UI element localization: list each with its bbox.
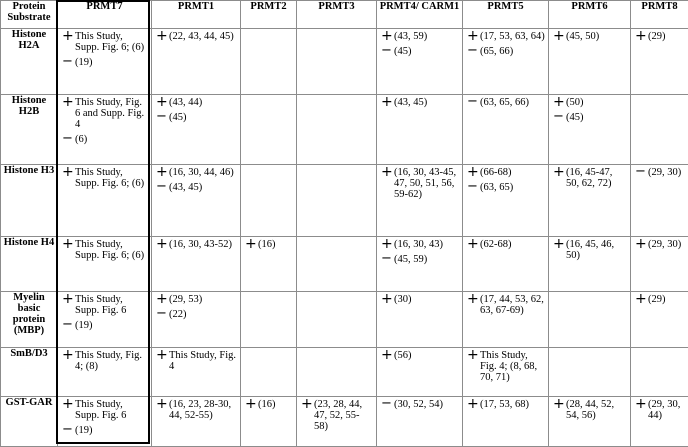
plus-sign-icon: + [62, 239, 75, 250]
cell-entry [62, 425, 148, 436]
table-cell [463, 292, 549, 348]
cell-entry [467, 31, 545, 42]
citation-text: (16, 30, 43-45, 47, 50, 51, 56, 59-62) [394, 167, 459, 200]
table-cell [241, 237, 297, 292]
citation-text: (29) [648, 294, 685, 305]
table-cell [297, 237, 377, 292]
cell-entry [467, 167, 545, 178]
table-cell [631, 292, 688, 348]
table-cell [463, 348, 549, 397]
table-cell [58, 165, 152, 237]
plus-sign-icon: + [156, 239, 169, 250]
plus-sign-icon: + [62, 350, 75, 361]
cell-entry [156, 182, 237, 193]
table-cell [631, 165, 688, 237]
table-body [1, 29, 688, 447]
table-cell [631, 29, 688, 95]
plus-sign-icon: + [381, 167, 394, 178]
cell-entry [62, 31, 148, 53]
cell-entry [62, 97, 148, 130]
header-prmt4-carm1: PRMT4/ CARM1 [377, 1, 463, 29]
cell-entry [62, 350, 148, 372]
plus-sign-icon: + [156, 294, 169, 305]
table-cell [463, 237, 549, 292]
table-cell [631, 348, 688, 397]
cell-entry [381, 239, 459, 250]
plus-sign-icon: + [553, 31, 566, 42]
table-row [1, 292, 688, 348]
minus-sign-icon: − [62, 134, 75, 144]
plus-sign-icon: + [381, 294, 394, 305]
row-substrate-label: SmB/D3 [1, 348, 58, 397]
citation-text: (63, 65) [480, 182, 545, 193]
plus-sign-icon: + [467, 350, 480, 361]
table-cell [58, 292, 152, 348]
citation-text: (56) [394, 350, 459, 361]
table-cell [463, 95, 549, 165]
table-row [1, 397, 688, 447]
table-row [1, 237, 688, 292]
cell-entry [467, 294, 545, 316]
cell-entry [467, 182, 545, 193]
cell-entry [301, 399, 373, 432]
citation-text: (23, 28, 44, 47, 52, 55-58) [314, 399, 373, 432]
citation-text: (62-68) [480, 239, 545, 250]
citation-text: (29, 53) [169, 294, 237, 305]
minus-sign-icon: − [467, 46, 480, 56]
citation-text: (30, 52, 54) [394, 399, 459, 410]
citation-text: (45) [566, 112, 627, 123]
table-cell [463, 29, 549, 95]
cell-entry [381, 254, 459, 265]
minus-sign-icon: − [156, 182, 169, 192]
cell-entry [467, 399, 545, 410]
header-substrate: Protein Substrate [1, 1, 58, 29]
cell-entry [156, 294, 237, 305]
table-cell [241, 397, 297, 447]
plus-sign-icon: + [553, 239, 566, 250]
minus-sign-icon: − [467, 182, 480, 192]
minus-sign-icon: − [381, 254, 394, 264]
table-cell [241, 348, 297, 397]
citation-text: (29) [648, 31, 685, 42]
table-cell [58, 397, 152, 447]
table-cell [549, 95, 631, 165]
citation-text: (29, 30) [648, 239, 685, 250]
header-prmt7: PRMT7 [58, 1, 152, 29]
table-row [1, 29, 688, 95]
plus-sign-icon: + [467, 167, 480, 178]
table-row [1, 95, 688, 165]
citation-text: (16, 45, 46, 50) [566, 239, 627, 261]
cell-entry [553, 399, 627, 421]
cell-entry [62, 399, 148, 421]
citation-text: This Study, Fig. 4; (8) [75, 350, 148, 372]
citation-text: (19) [75, 57, 148, 68]
citation-text: This Study, Supp. Fig. 6; (6) [75, 167, 148, 189]
plus-sign-icon: + [467, 239, 480, 250]
citation-text: (19) [75, 425, 148, 436]
table-cell [377, 292, 463, 348]
table-cell [377, 95, 463, 165]
cell-entry [635, 31, 685, 42]
plus-sign-icon: + [62, 294, 75, 305]
cell-entry [156, 309, 237, 320]
citation-text: (45, 59) [394, 254, 459, 265]
minus-sign-icon: − [156, 112, 169, 122]
plus-sign-icon: + [156, 399, 169, 410]
citation-text: (16, 23, 28-30, 44, 52-55) [169, 399, 237, 421]
minus-sign-icon: − [62, 320, 75, 330]
table-cell [241, 95, 297, 165]
plus-sign-icon: + [635, 399, 648, 410]
citation-text: This Study, Fig. 4; (8, 68, 70, 71) [480, 350, 545, 383]
citation-text: (22) [169, 309, 237, 320]
citation-text: (16, 30, 43-52) [169, 239, 237, 250]
header-row [1, 1, 688, 29]
table-cell [241, 165, 297, 237]
citation-text: (66-68) [480, 167, 545, 178]
cell-entry [62, 294, 148, 316]
cell-entry [635, 239, 685, 250]
plus-sign-icon: + [156, 31, 169, 42]
table-cell [297, 292, 377, 348]
citation-text: This Study, Supp. Fig. 6; (6) [75, 239, 148, 261]
plus-sign-icon: + [381, 31, 394, 42]
plus-sign-icon: + [467, 31, 480, 42]
citation-text: This Study, Supp. Fig. 6; (6) [75, 31, 148, 53]
plus-sign-icon: + [156, 350, 169, 361]
table-row [1, 165, 688, 237]
table-cell [377, 348, 463, 397]
cell-entry [381, 31, 459, 42]
citation-text: (45) [394, 46, 459, 57]
cell-entry [62, 134, 148, 145]
plus-sign-icon: + [467, 399, 480, 410]
table-cell [463, 397, 549, 447]
plus-sign-icon: + [381, 239, 394, 250]
minus-sign-icon: − [635, 167, 648, 177]
table-cell [58, 237, 152, 292]
cell-entry [553, 31, 627, 42]
row-substrate-label: Histone H2A [1, 29, 58, 95]
header-prmt2: PRMT2 [241, 1, 297, 29]
cell-entry [156, 350, 237, 372]
plus-sign-icon: + [156, 167, 169, 178]
table-cell [58, 95, 152, 165]
plus-sign-icon: + [62, 167, 75, 178]
minus-sign-icon: − [62, 425, 75, 435]
plus-sign-icon: + [553, 399, 566, 410]
cell-entry [156, 97, 237, 108]
cell-entry [467, 97, 545, 108]
row-substrate-label: Histone H3 [1, 165, 58, 237]
citation-text: (30) [394, 294, 459, 305]
row-substrate-label: Myelin basic protein (MBP) [1, 292, 58, 348]
table-cell [549, 397, 631, 447]
citation-text: (43, 45) [394, 97, 459, 108]
cell-entry [245, 239, 293, 250]
citation-text: (43, 59) [394, 31, 459, 42]
row-substrate-label: Histone H2B [1, 95, 58, 165]
header-prmt8: PRMT8 [631, 1, 688, 29]
citation-text: (17, 53, 63, 64) [480, 31, 545, 42]
table-cell [152, 397, 241, 447]
minus-sign-icon: − [553, 112, 566, 122]
header-prmt3: PRMT3 [297, 1, 377, 29]
table-cell [152, 292, 241, 348]
cell-entry [62, 320, 148, 331]
cell-entry [245, 399, 293, 410]
cell-entry [381, 294, 459, 305]
header-prmt6: PRMT6 [549, 1, 631, 29]
minus-sign-icon: − [467, 97, 480, 107]
citation-text: (29, 30) [648, 167, 685, 178]
plus-sign-icon: + [635, 294, 648, 305]
table-cell [377, 237, 463, 292]
table-cell [152, 95, 241, 165]
plus-sign-icon: + [62, 31, 75, 42]
table-row [1, 348, 688, 397]
table-cell [152, 237, 241, 292]
cell-entry [156, 167, 237, 178]
header-prmt1: PRMT1 [152, 1, 241, 29]
plus-sign-icon: + [245, 239, 258, 250]
table-cell [241, 29, 297, 95]
table-cell [377, 165, 463, 237]
citation-text: (29, 30, 44) [648, 399, 685, 421]
table-cell [297, 29, 377, 95]
plus-sign-icon: + [553, 97, 566, 108]
citation-text: (43, 45) [169, 182, 237, 193]
cell-entry [381, 46, 459, 57]
plus-sign-icon: + [635, 239, 648, 250]
table-cell [58, 348, 152, 397]
cell-entry [156, 112, 237, 123]
minus-sign-icon: − [156, 309, 169, 319]
plus-sign-icon: + [381, 97, 394, 108]
cell-entry [381, 167, 459, 200]
table-cell [152, 29, 241, 95]
cell-entry [635, 167, 685, 178]
plus-sign-icon: + [245, 399, 258, 410]
citation-text: (16, 45-47, 50, 62, 72) [566, 167, 627, 189]
table-cell [549, 165, 631, 237]
table-cell [631, 397, 688, 447]
table-cell [549, 29, 631, 95]
citation-text: (16) [258, 239, 293, 250]
citation-text: (17, 44, 53, 62, 63, 67-69) [480, 294, 545, 316]
row-substrate-label: GST-GAR [1, 397, 58, 447]
row-substrate-label: Histone H4 [1, 237, 58, 292]
citation-text: (28, 44, 52, 54, 56) [566, 399, 627, 421]
cell-entry [467, 239, 545, 250]
cell-entry [156, 31, 237, 42]
citation-text: This Study, Fig. 4 [169, 350, 237, 372]
table-cell [549, 292, 631, 348]
cell-entry [62, 167, 148, 189]
cell-entry [553, 112, 627, 123]
plus-sign-icon: + [553, 167, 566, 178]
table-cell [549, 237, 631, 292]
cell-entry [381, 97, 459, 108]
cell-entry [553, 97, 627, 108]
table-cell [58, 29, 152, 95]
citation-text: (19) [75, 320, 148, 331]
table-cell [377, 397, 463, 447]
minus-sign-icon: − [62, 57, 75, 67]
cell-entry [156, 239, 237, 250]
table-cell [297, 95, 377, 165]
citation-text: (65, 66) [480, 46, 545, 57]
citation-text: (43, 44) [169, 97, 237, 108]
citation-text: (45) [169, 112, 237, 123]
cell-entry [467, 46, 545, 57]
cell-entry [381, 399, 459, 410]
citation-text: (16, 30, 44, 46) [169, 167, 237, 178]
citation-text: (50) [566, 97, 627, 108]
cell-entry [553, 239, 627, 261]
citation-text: This Study, Supp. Fig. 6 [75, 294, 148, 316]
table-cell [297, 165, 377, 237]
cell-entry [62, 239, 148, 261]
cell-entry [381, 350, 459, 361]
citation-text: (16) [258, 399, 293, 410]
minus-sign-icon: − [381, 399, 394, 409]
cell-entry [635, 399, 685, 421]
table-cell [377, 29, 463, 95]
table-cell [152, 165, 241, 237]
citation-text: This Study, Fig. 6 and Supp. Fig. 4 [75, 97, 148, 130]
citation-text: (63, 65, 66) [480, 97, 545, 108]
table-cell [549, 348, 631, 397]
table-cell [241, 292, 297, 348]
citation-text: (17, 53, 68) [480, 399, 545, 410]
table-cell [631, 95, 688, 165]
plus-sign-icon: + [156, 97, 169, 108]
table-cell [152, 348, 241, 397]
minus-sign-icon: − [381, 46, 394, 56]
plus-sign-icon: + [381, 350, 394, 361]
plus-sign-icon: + [467, 294, 480, 305]
cell-entry [156, 399, 237, 421]
plus-sign-icon: + [62, 97, 75, 108]
cell-entry [62, 57, 148, 68]
table-cell [463, 165, 549, 237]
cell-entry [553, 167, 627, 189]
plus-sign-icon: + [635, 31, 648, 42]
citation-text: This Study, Supp. Fig. 6 [75, 399, 148, 421]
table-cell [297, 348, 377, 397]
plus-sign-icon: + [62, 399, 75, 410]
header-prmt5: PRMT5 [463, 1, 549, 29]
plus-sign-icon: + [301, 399, 314, 410]
citation-text: (6) [75, 134, 148, 145]
table-cell [297, 397, 377, 447]
citation-text: (16, 30, 43) [394, 239, 459, 250]
cell-entry [467, 350, 545, 383]
cell-entry [635, 294, 685, 305]
table-cell [631, 237, 688, 292]
citation-text: (22, 43, 44, 45) [169, 31, 237, 42]
citation-text: (45, 50) [566, 31, 627, 42]
